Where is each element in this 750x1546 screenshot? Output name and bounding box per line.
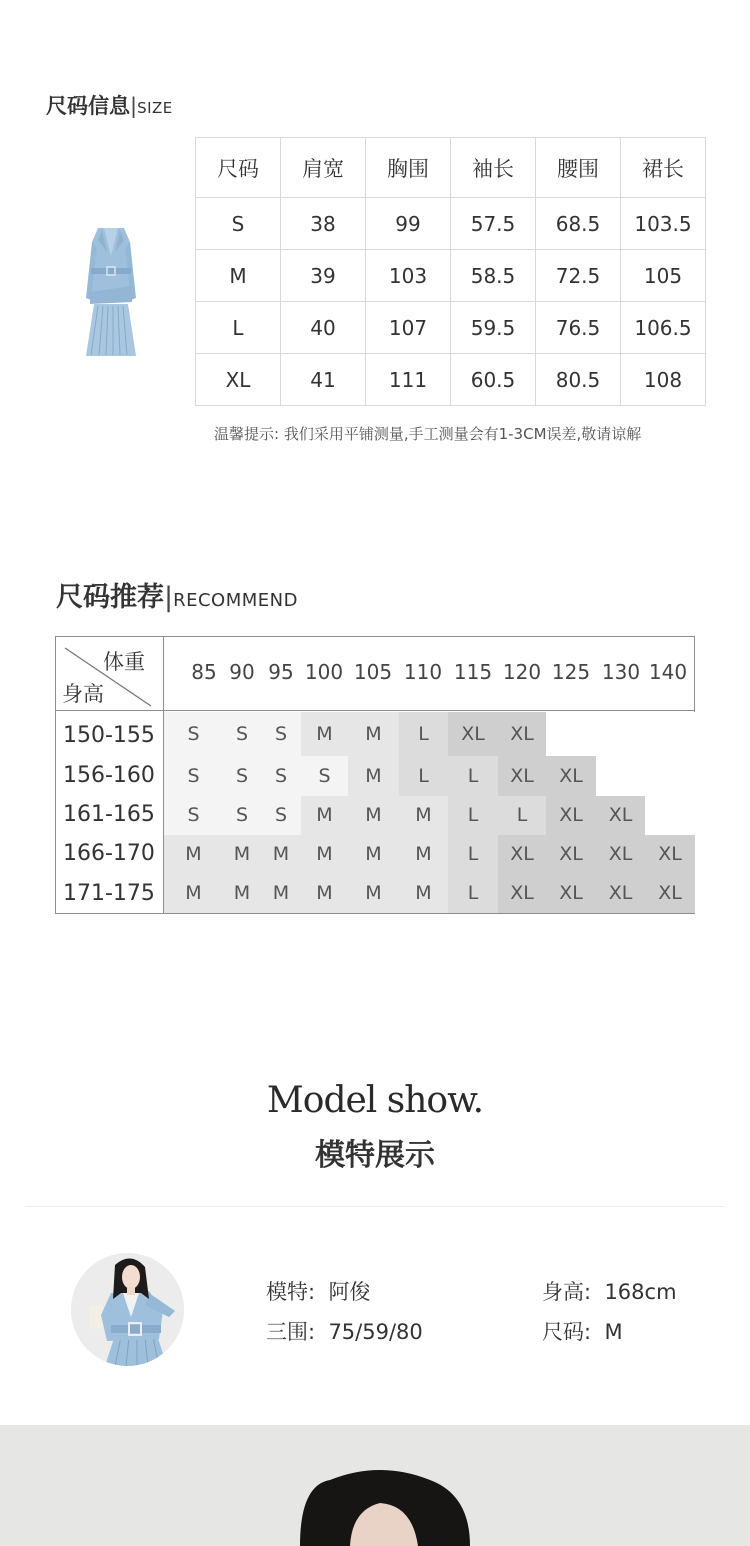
size-table-cell: 58.5: [451, 250, 536, 302]
size-table-cell: 103: [366, 250, 451, 302]
size-recommend-cell: XL: [546, 756, 596, 796]
weight-column-header: 110: [403, 660, 443, 684]
size-recommend-cell: M: [301, 835, 348, 874]
model-show-title-en: Model show.: [266, 1080, 484, 1121]
size-info-title-en: SIZE: [137, 99, 173, 117]
model-size: [542, 1316, 623, 1346]
size-recommend-cell: [596, 712, 645, 756]
size-recommend-cell: S: [261, 756, 301, 796]
size-measurement-table: [195, 137, 706, 406]
size-recommend-cell: XL: [498, 874, 546, 913]
recommend-column-divider: [163, 636, 164, 914]
model-measurements-value: 75/59/80: [328, 1320, 423, 1344]
size-recommend-cell: S: [164, 712, 223, 756]
size-recommend-cell: M: [301, 874, 348, 913]
size-recommend-cell: XL: [645, 835, 695, 874]
size-table-cell: 38: [281, 198, 366, 250]
recommend-header-divider: [55, 710, 695, 711]
model-name: [266, 1276, 370, 1306]
size-recommend-cell: L: [448, 835, 498, 874]
size-recommend-cell: [645, 796, 695, 835]
size-recommend-cell: L: [448, 874, 498, 913]
size-table-header: 肩宽: [281, 138, 366, 198]
model-name-value: 阿俊: [328, 1280, 371, 1304]
size-recommend-cell: L: [448, 756, 498, 796]
size-recommend-cell: [546, 712, 596, 756]
size-recommend-cell: M: [399, 796, 448, 835]
size-table-cell: M: [196, 250, 281, 302]
size-table-cell: L: [196, 302, 281, 354]
size-recommend-cell: L: [399, 712, 448, 756]
size-table-cell: 68.5: [536, 198, 621, 250]
model-height-value: 168cm: [604, 1280, 677, 1304]
size-table-cell: 106.5: [621, 302, 706, 354]
title-separator: |: [130, 94, 138, 118]
size-table-row: [196, 250, 706, 302]
size-table-cell: 57.5: [451, 198, 536, 250]
model-show-title-cn: 模特展示: [315, 1138, 435, 1173]
size-recommend-cell: XL: [596, 874, 645, 913]
size-table-cell: 72.5: [536, 250, 621, 302]
size-table-cell: 103.5: [621, 198, 706, 250]
size-table-cell: 60.5: [451, 354, 536, 406]
model-avatar-image: [71, 1253, 184, 1366]
size-recommend-cell: XL: [448, 712, 498, 756]
recommend-title-cn: 尺码推荐: [56, 582, 164, 613]
weight-column-header: 90: [229, 660, 255, 684]
weight-column-header: 120: [502, 660, 542, 684]
size-recommend-cell: XL: [546, 835, 596, 874]
height-row-header: 156-160: [63, 763, 155, 788]
size-recommend-cell: M: [223, 874, 261, 913]
size-table-row: [196, 302, 706, 354]
size-recommend-cell: XL: [596, 835, 645, 874]
size-table-header: 腰围: [536, 138, 621, 198]
size-table-cell: 107: [366, 302, 451, 354]
weight-column-header: 140: [648, 660, 688, 684]
size-recommend-cell: S: [164, 756, 223, 796]
size-recommend-cell: M: [399, 835, 448, 874]
size-table-row: [196, 198, 706, 250]
size-table-cell: S: [196, 198, 281, 250]
size-info-title-cn: 尺码信息: [46, 94, 130, 118]
size-recommend-cell: M: [223, 835, 261, 874]
model-name-label: 模特:: [266, 1280, 316, 1304]
model-avatar: [71, 1253, 184, 1366]
size-recommend-cell: M: [348, 835, 399, 874]
size-table-cell: 41: [281, 354, 366, 406]
size-table-cell: 108: [621, 354, 706, 406]
size-recommend-cell: S: [223, 712, 261, 756]
size-recommend-cell: M: [261, 874, 301, 913]
title-separator: |: [164, 582, 174, 613]
size-info-title: [46, 90, 173, 120]
size-recommend-cell: XL: [596, 796, 645, 835]
measurement-note: 温馨提示: 我们采用平铺测量,手工测量会有1-3CM误差,敬请谅解: [214, 425, 642, 443]
size-recommend-cell: S: [164, 796, 223, 835]
weight-column-header: 115: [453, 660, 493, 684]
size-table-cell: 111: [366, 354, 451, 406]
size-recommend-cell: XL: [645, 874, 695, 913]
weight-column-header: 95: [268, 660, 294, 684]
model-photo: [0, 1425, 750, 1546]
weight-column-header: 130: [601, 660, 641, 684]
size-recommend-cell: M: [348, 796, 399, 835]
size-table-cell: 59.5: [451, 302, 536, 354]
size-recommend-cell: S: [301, 756, 348, 796]
size-table-cell: 40: [281, 302, 366, 354]
size-table-header: 袖长: [451, 138, 536, 198]
size-table-cell: 80.5: [536, 354, 621, 406]
dress-thumbnail-image: [80, 222, 142, 362]
size-recommend-cell: M: [399, 874, 448, 913]
size-recommend-cell: M: [348, 756, 399, 796]
size-table-cell: 105: [621, 250, 706, 302]
size-table-header: 尺码: [196, 138, 281, 198]
recommend-title-en: RECOMMEND: [173, 590, 298, 611]
size-table-header: 裙长: [621, 138, 706, 198]
size-recommend-cell: XL: [546, 874, 596, 913]
size-table-cell: 76.5: [536, 302, 621, 354]
model-measurements-label: 三围:: [266, 1320, 316, 1344]
size-table-cell: 39: [281, 250, 366, 302]
size-recommend-cell: S: [223, 756, 261, 796]
size-recommend-cell: XL: [546, 796, 596, 835]
size-recommend-cell: M: [164, 835, 223, 874]
size-recommend-cell: M: [301, 712, 348, 756]
weight-column-header: 125: [551, 660, 591, 684]
size-table-cell: 99: [366, 198, 451, 250]
height-row-header: 150-155: [63, 723, 155, 748]
size-recommend-cell: [645, 756, 695, 796]
size-recommend-cell: S: [223, 796, 261, 835]
size-recommend-cell: M: [164, 874, 223, 913]
size-recommend-cell: XL: [498, 756, 546, 796]
size-recommend-cell: M: [348, 712, 399, 756]
size-recommend-cell: M: [301, 796, 348, 835]
weight-column-header: 85: [191, 660, 217, 684]
model-size-label: 尺码:: [542, 1320, 592, 1344]
size-recommend-cell: S: [261, 712, 301, 756]
model-photo-image: [0, 1425, 750, 1546]
size-table-row: [196, 354, 706, 406]
size-recommend-cell: [596, 756, 645, 796]
size-recommend-cell: M: [261, 835, 301, 874]
height-row-header: 171-175: [63, 881, 155, 906]
weight-column-header: 105: [353, 660, 393, 684]
size-recommend-cell: XL: [498, 835, 546, 874]
height-axis-label: 身高: [62, 682, 104, 706]
size-recommend-cell: L: [399, 756, 448, 796]
model-measurements: [266, 1316, 423, 1346]
weight-column-header: 100: [304, 660, 344, 684]
size-recommend-cell: L: [448, 796, 498, 835]
model-size-value: M: [604, 1320, 623, 1344]
size-recommend-cell: M: [348, 874, 399, 913]
size-table-cell: XL: [196, 354, 281, 406]
size-table-header: 胸围: [366, 138, 451, 198]
size-recommend-cell: XL: [498, 712, 546, 756]
size-table-header-row: [196, 138, 706, 198]
recommend-title: [56, 575, 298, 614]
size-recommend-cell: L: [498, 796, 546, 835]
section-divider: [25, 1206, 725, 1207]
height-row-header: 166-170: [63, 841, 155, 866]
weight-axis-label: 体重: [103, 650, 145, 674]
model-height-label: 身高:: [542, 1280, 592, 1304]
size-recommend-cell: [645, 712, 695, 756]
model-height: [542, 1276, 677, 1306]
size-recommend-cell: S: [261, 796, 301, 835]
height-row-header: 161-165: [63, 802, 155, 827]
